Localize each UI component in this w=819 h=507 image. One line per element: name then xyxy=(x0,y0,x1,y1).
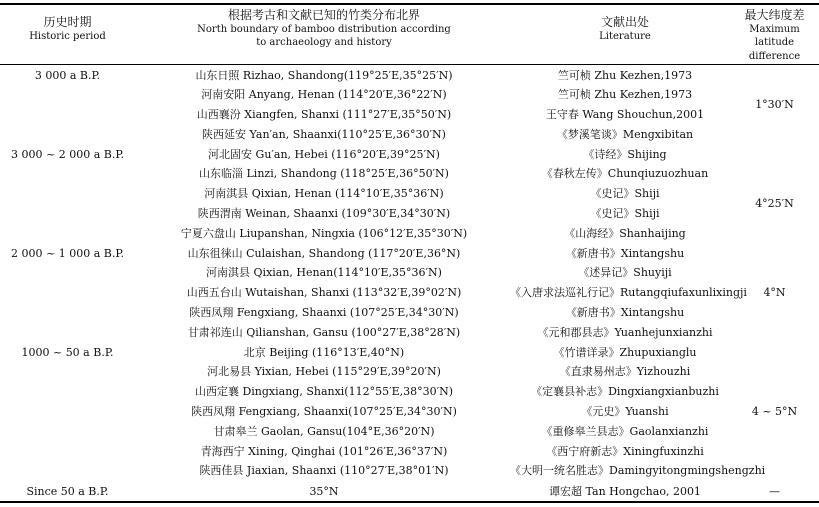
header-boundary xyxy=(138,9,510,50)
bottom-rule xyxy=(0,501,819,503)
literature-cell: 《西宁府新志》Xiningfuxinzhi xyxy=(546,445,704,458)
boundary-cell: 山西襄汾 Xiangfen, Shanxi (111°27′E,35°50′N) xyxy=(196,108,452,121)
top-rule xyxy=(0,3,819,5)
period-label: 3 000 ~ 2 000 a B.P. xyxy=(11,148,124,161)
header-rule xyxy=(0,64,819,65)
boundary-cell: 陕西延安 Yan′an, Shaanxi(110°25′E,36°30′N) xyxy=(202,128,446,141)
boundary-cell: 山东徂徕山 Culaishan, Shandong (117°20′E,36°N) xyxy=(187,247,461,260)
header-boundary-en-1: North boundary of bamboo distribution according xyxy=(197,23,451,35)
header-literature xyxy=(510,16,740,43)
period-label: 2 000 ~ 1 000 a B.P. xyxy=(11,247,124,260)
period-label: 3 000 a B.P. xyxy=(34,69,101,82)
literature-cell: 《述异记》Shuyiji xyxy=(578,266,672,279)
latitude-diff: 4°N xyxy=(763,286,786,299)
boundary-cell: 河北固安 Gu′an, Hebei (116°20′E,39°25′N) xyxy=(208,148,440,161)
header-literature-cn: 文献出处 xyxy=(600,15,649,29)
latitude-diff: 4°25′N xyxy=(755,197,794,210)
literature-cell: 《新唐书》Xintangshu xyxy=(565,247,685,260)
header-latitude xyxy=(730,9,819,63)
literature-cell: 《史记》Shiji xyxy=(590,187,660,200)
literature-cell: 竺可桢 Zhu Kezhen,1973 xyxy=(557,69,693,82)
boundary-cell: 陕西佳县 Jiaxian, Shaanxi (110°27′E,38°01′N) xyxy=(199,464,449,477)
literature-cell: 《春秋左传》Chunqiuzuozhuan xyxy=(541,167,709,180)
literature-cell: 《诗经》Shijing xyxy=(583,148,667,161)
literature-cell: 《梦溪笔谈》Mengxibitan xyxy=(556,128,694,141)
period-label: 1000 ~ 50 a B.P. xyxy=(21,346,114,359)
literature-cell: 《重修皋兰县志》Gaolanxianzhi xyxy=(541,425,709,438)
literature-cell: 《山海经》Shanhaijing xyxy=(564,227,686,240)
latitude-diff: — xyxy=(769,485,780,498)
boundary-cell: 河南安阳 Anyang, Henan (114°20′E,36°22′N) xyxy=(201,88,447,101)
boundary-cell: 北京 Beijing (116°13′E,40°N) xyxy=(243,346,405,359)
header-period-en: Historic period xyxy=(29,30,106,42)
boundary-cell: 陕西渭南 Weinan, Shaanxi (109°30′E,34°30′N) xyxy=(197,207,451,220)
header-literature-en: Literature xyxy=(599,30,651,42)
period-label: Since 50 a B.P. xyxy=(26,485,109,498)
latitude-diff: 1°30′N xyxy=(755,98,794,111)
boundary-cell: 陕西凤翔 Fengxiang, Shaanxi (107°25′E,34°30′N) xyxy=(189,306,459,319)
literature-cell: 《直隶易州志》Yizhouzhi xyxy=(559,365,691,378)
boundary-cell: 河南淇县 Qixian, Henan(114°10′E,35°36′N) xyxy=(206,266,442,279)
boundary-cell: 陕西凤翔 Fengxiang, Shaanxi(107°25′E,34°30′N) xyxy=(191,405,457,418)
literature-cell: 《大明一统名胜志》Damingyitongmingshengzhi xyxy=(510,464,766,477)
literature-cell: 《入唐求法巡礼行记》Rutangqiufaxunlixingji xyxy=(510,286,747,299)
header-boundary-en-2: to archaeology and history xyxy=(256,37,392,48)
boundary-cell: 宁夏六盘山 Liupanshan, Ningxia (106°12′E,35°30′N) xyxy=(180,227,468,240)
literature-cell: 《竹谱详录》Zhupuxianglu xyxy=(553,346,697,359)
boundary-cell: 山东临淄 Linzi, Shandong (118°25′E,36°50′N) xyxy=(199,167,449,180)
boundary-cell: 甘肃皋兰 Gaolan, Gansu(104°E,36°20′N) xyxy=(213,425,435,438)
literature-cell: 《元史》Yuanshi xyxy=(581,405,669,418)
latitude-diff: 4 ~ 5°N xyxy=(751,405,798,418)
literature-cell: 竺可桢 Zhu Kezhen,1973 xyxy=(557,88,693,101)
boundary-cell: 河南淇县 Qixian, Henan (114°10′E,35°36′N) xyxy=(204,187,444,200)
literature-cell: 《新唐书》Xintangshu xyxy=(565,306,685,319)
header-boundary-cn: 根据考古和文献已知的竹类分布北界 xyxy=(227,8,420,22)
boundary-cell: 青海西宁 Xining, Qinghai (101°26′E,36°37′N) xyxy=(200,445,448,458)
header-latitude-cn: 最大纬度差 xyxy=(744,8,805,22)
literature-cell: 王守春 Wang Shouchun,2001 xyxy=(545,108,705,121)
header-period xyxy=(0,16,135,43)
literature-cell: 《定襄县补志》Dingxiangxianbuzhi xyxy=(531,385,719,398)
boundary-cell: 35°N xyxy=(309,485,339,498)
boundary-cell: 甘肃祁连山 Qilianshan, Gansu (100°27′E,38°28′N) xyxy=(187,326,461,339)
boundary-cell: 山西五台山 Wutaishan, Shanxi (113°32′E,39°02′N) xyxy=(186,286,462,299)
literature-cell: 《史记》Shiji xyxy=(590,207,660,220)
header-latitude-en-2: difference xyxy=(748,50,801,62)
literature-cell: 《元和郡县志》Yuanhejunxianzhi xyxy=(537,326,713,339)
literature-cell: 谭宏超 Tan Hongchao, 2001 xyxy=(549,485,701,498)
boundary-cell: 河北易县 Yixian, Hebei (115°29′E,39°20′N) xyxy=(207,365,441,378)
boundary-cell: 山西定襄 Dingxiang, Shanxi(112°55′E,38°30′N) xyxy=(194,385,454,398)
boundary-cell: 山东日照 Rizhao, Shandong(119°25′E,35°25′N) xyxy=(195,69,453,82)
header-latitude-en-1: Maximum latitude xyxy=(749,23,800,48)
header-period-cn: 历史时期 xyxy=(43,15,92,29)
